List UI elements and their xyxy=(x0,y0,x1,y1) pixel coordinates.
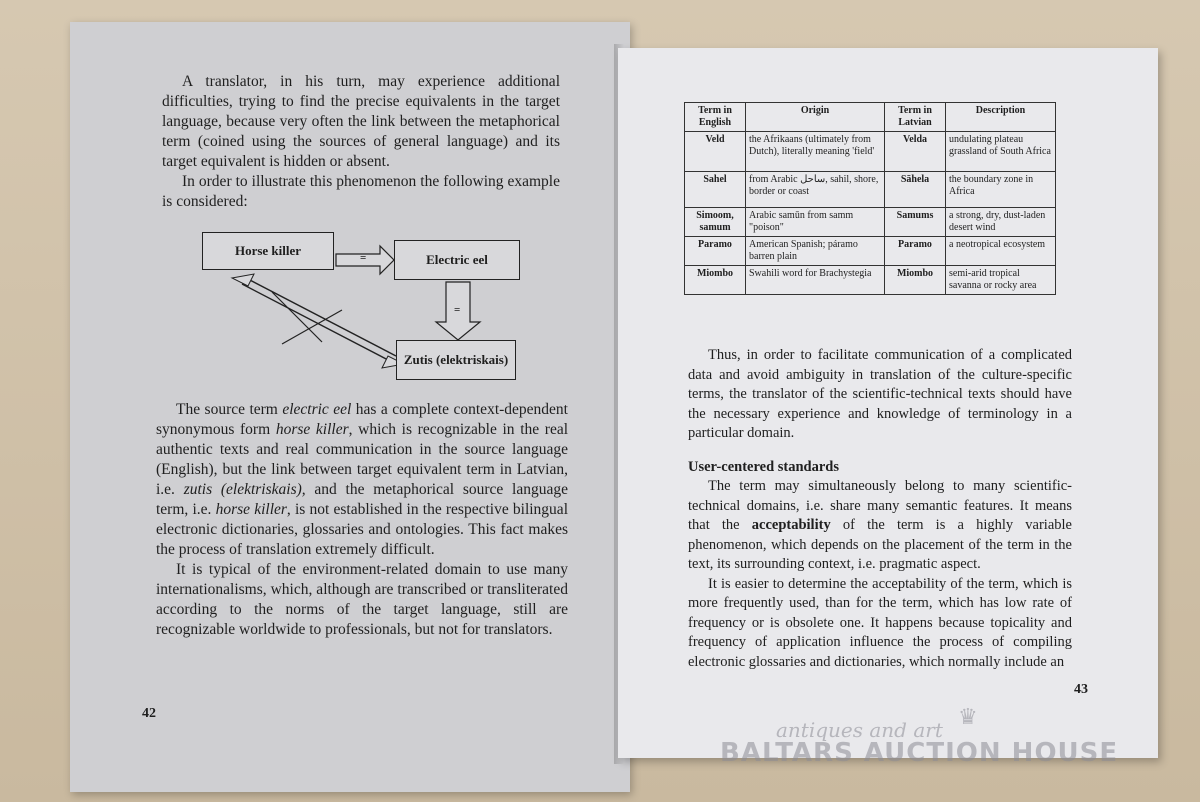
translation-diagram xyxy=(202,222,532,382)
term-horse-killer-2: horse killer xyxy=(215,501,287,518)
cell-term-en: Miombo xyxy=(685,266,746,295)
header-origin: Origin xyxy=(746,103,885,132)
table-row xyxy=(685,172,1056,208)
header-term-english: Term in English xyxy=(685,103,746,132)
arrow-diagonal-line-a xyxy=(242,284,392,362)
crown-icon: ♛ xyxy=(958,704,978,729)
cell-description: undulating plateau grassland of South Africa xyxy=(946,132,1056,172)
cell-term-lv: Samums xyxy=(885,208,946,237)
cell-description: a strong, dry, dust-laden desert wind xyxy=(946,208,1056,237)
left-para-1: A translator, in his turn, may experience additional difficulties, trying to find the precise equivalents in the target language, because very often the link between the metaphorical term (coined using the sources of general language) and its target equivalent is hidden or absent. xyxy=(162,73,560,170)
right-para-1: Thus, in order to facilitate communication of a complicated data and avoid ambiguity in translation of the culture-specific terms, the translator of the scientific-technical texts should have the necessary experience and knowledge of terminology in a particular domain. xyxy=(688,347,1072,441)
cell-term-en: Simoom, samum xyxy=(685,208,746,237)
cell-term-en: Sahel xyxy=(685,172,746,208)
cell-origin: Swahili word for Brachystegia xyxy=(746,266,885,295)
term-acceptability: acceptability xyxy=(751,517,831,533)
box-zutis: Zutis (elektriskais) xyxy=(396,340,516,380)
cell-origin: the Afrikaans (ultimately from Dutch), literally meaning 'field' xyxy=(746,132,885,172)
left-para-4: It is typical of the environment-related domain to use many internationalisms, which, although are transcribed or transliterated according to the norms of the target language, still are recognizable worldwide to professionals, but not for translators. xyxy=(156,561,568,638)
cell-description: a neotropical ecosystem xyxy=(946,237,1056,266)
left-para-2: In order to illustrate this phenomenon the following example is considered: xyxy=(162,173,560,210)
page-number-right: 43 xyxy=(1074,682,1088,697)
para3-text-b: has a complete context-dependent synonymous form xyxy=(156,401,568,438)
arrow-diagonal-line-b xyxy=(246,278,396,356)
watermark-brand: BALTARS AUCTION HOUSE xyxy=(720,738,1119,768)
right-page xyxy=(618,48,1158,758)
left-page xyxy=(70,22,630,792)
para3-text-c: , which is recognizable in the real authentic texts and real communication in the source language (English), but the link between target equivalent term in Latvian, i.e. xyxy=(156,421,569,498)
para3-text-a: The source term xyxy=(176,401,283,418)
table-header-row xyxy=(685,103,1056,132)
equals-sign-vertical: = xyxy=(454,304,461,316)
cell-term-en: Paramo xyxy=(685,237,746,266)
para3-text-e: , is not established in the respective bilingual electronic dictionaries, glossaries and ontologies. This fact makes the process of translation extremely difficult. xyxy=(156,501,568,558)
watermark-tagline: antiques and art xyxy=(776,718,943,742)
term-horse-killer: horse killer xyxy=(275,421,349,438)
term-electric-eel: electric eel xyxy=(282,401,352,418)
cell-origin: American Spanish; páramo barren plain xyxy=(746,237,885,266)
watermark xyxy=(720,704,1119,768)
header-description: Description xyxy=(946,103,1056,132)
right-bottom-text xyxy=(688,346,1072,672)
cell-term-lv: Velda xyxy=(885,132,946,172)
table-row xyxy=(685,237,1056,266)
left-para-3 xyxy=(156,400,568,560)
section-heading: User-centered standards xyxy=(688,458,840,475)
cell-origin: Arabic samūn from samm "poison" xyxy=(746,208,885,237)
left-top-text xyxy=(162,72,560,212)
table-row xyxy=(685,132,1056,172)
cell-origin: from Arabic ساحل, sahil, shore, border or coast xyxy=(746,172,885,208)
left-bottom-text xyxy=(156,400,568,640)
right-para-2 xyxy=(688,477,1072,575)
header-term-latvian: Term in Latvian xyxy=(885,103,946,132)
right-para-3: It is easier to determine the acceptability of the term, which is more frequently used, than for the term, which has low rate of frequency or is obsolete one. It happens because topicality and frequency of application influence the process of compiling electronic glossaries and dictionaries, which normally include an xyxy=(688,575,1072,670)
cell-description: semi-arid tropical savanna or rocky area xyxy=(946,266,1056,295)
cross-line-b xyxy=(282,310,342,344)
term-zutis: zutis (elektriskais), xyxy=(183,481,306,498)
page-number-left: 42 xyxy=(142,706,156,721)
equals-sign-horizontal: = xyxy=(360,252,367,264)
para2-text-b: of the term is a highly variable phenomenon, which depends on the placement of the term in the text, its surrounding context, i.e. pragmatic aspect. xyxy=(688,517,1072,572)
table-row xyxy=(685,208,1056,237)
cell-term-lv: Miombo xyxy=(885,266,946,295)
cell-term-lv: Sāhela xyxy=(885,172,946,208)
para2-text-a: The term may simultaneously belong to many scientific-technical domains, i.e. share many semantic features. It means that the xyxy=(688,478,1072,533)
box-horse-killer: Horse killer xyxy=(202,232,334,270)
box-electric-eel: Electric eel xyxy=(394,240,520,280)
cell-term-en: Veld xyxy=(685,132,746,172)
table-row xyxy=(685,266,1056,295)
cross-line-a xyxy=(272,292,322,342)
cell-description: the boundary zone in Africa xyxy=(946,172,1056,208)
cell-term-lv: Paramo xyxy=(885,237,946,266)
terms-table xyxy=(684,102,1056,295)
para3-text-d: and the metaphorical source language term, i.e. xyxy=(156,481,569,518)
